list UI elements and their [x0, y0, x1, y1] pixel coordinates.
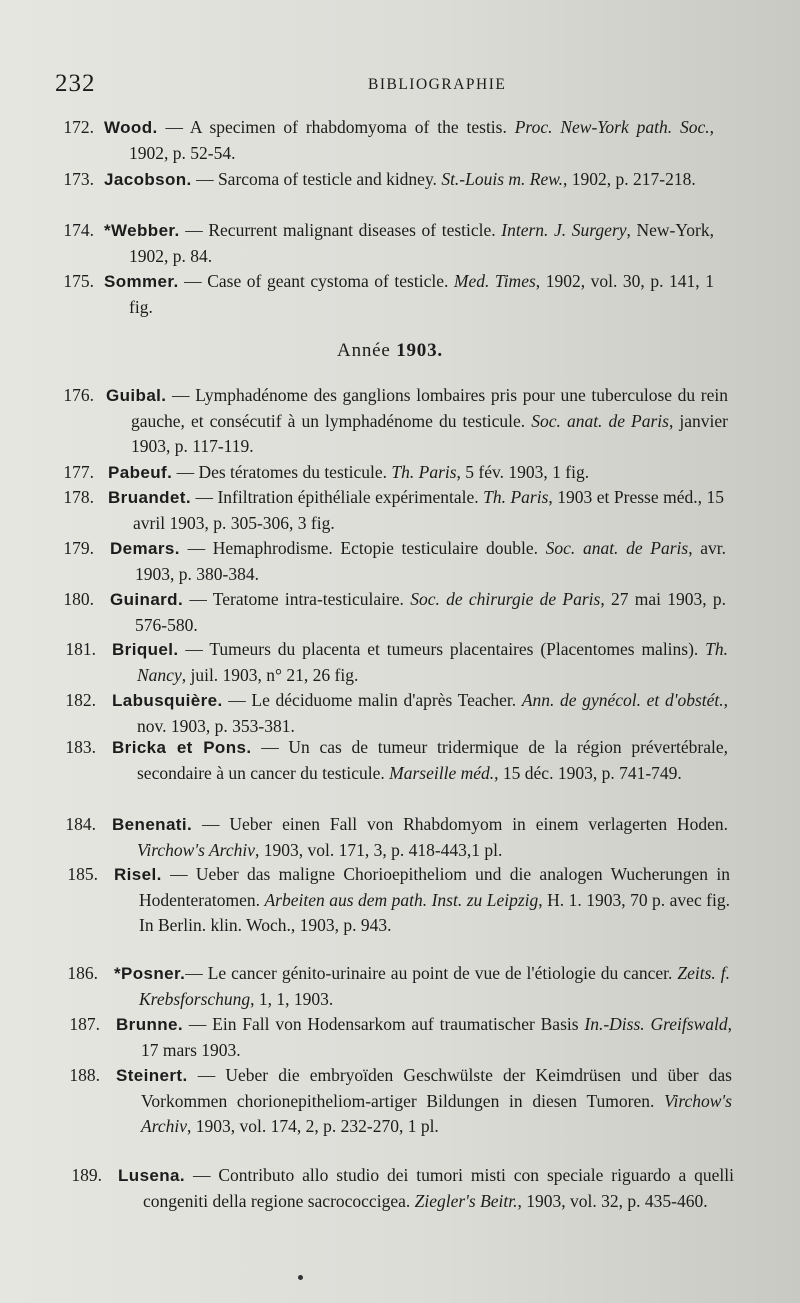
entry-details: , 1902, vol. 30, p. 141, 1 fig. — [129, 271, 714, 317]
entry-author: Sommer. — [104, 272, 179, 291]
entry-details: , 1902, p. 52-54. — [129, 117, 714, 163]
entry-details: , 1903, vol. 171, 3, p. 418-443,1 pl. — [254, 839, 503, 860]
entry-details: , juil. 1903, n° 21, 26 fig. — [181, 664, 359, 685]
entry-author: Wood. — [104, 118, 158, 137]
entry-journal: Th. Paris — [391, 462, 457, 482]
entry-title: — Tumeurs du placenta et tumeurs placentaires (Placentomes malins). — [178, 639, 706, 659]
entry-body — [116, 1063, 732, 1140]
entry-title: — Ueber die embryoïden Geschwülste der Keimdrüsen und über das Vorkommen chorionepitheliom-artiger Bildungen in diesen Tumoren. — [141, 1065, 732, 1111]
entry-author: *Webber. — [104, 221, 180, 240]
entry-title: — Case of geant cystoma of testicle. — [178, 271, 454, 291]
entry-author: Benenati. — [112, 815, 193, 834]
entry-body — [112, 812, 728, 863]
entry-author: Bruandet. — [108, 488, 191, 507]
entry-title: — Ueber einen Fall von Rhabdomyom in einem verlagerten Hoden. — [192, 814, 728, 834]
entry-title: — Recurrent malignant diseases of testicle. — [179, 220, 502, 240]
entry-details: , 15 déc. 1903, p. 741-749. — [494, 762, 682, 783]
entry-details: , janvier 1903, p. 117-119. — [131, 410, 728, 456]
entry-title: — Ein Fall von Hodensarkom auf traumatischer Basis — [183, 1014, 585, 1034]
entry-journal: Soc. anat. de Paris — [545, 538, 689, 558]
entry-number: 183. — [65, 737, 96, 757]
entry-details: , H. 1. 1903, 70 p. avec fig. In Berlin. klin. Woch., 1903, p. 943. — [139, 889, 730, 935]
entry-number: 175. — [63, 271, 94, 291]
entry-details: , 1903 et Presse méd., 15 avril 1903, p. 305-306, 3 fig. — [133, 487, 724, 533]
entry-journal: Soc. de chirurgie de Paris — [410, 589, 601, 609]
page-mark — [298, 1275, 303, 1280]
entry-number: 174. — [63, 220, 94, 240]
section-heading-year-value: 1903. — [396, 340, 443, 361]
entry-journal: Intern. J. Surgery — [501, 220, 627, 240]
entry-author: Pabeuf. — [108, 463, 173, 482]
entry-details: , New-York, 1902, p. 84. — [129, 220, 714, 266]
entry-details: , 1, 1, 1903. — [250, 988, 334, 1009]
entry-author: Lusena. — [118, 1166, 186, 1185]
running-head: BIBLIOGRAPHIE — [368, 76, 507, 93]
section-heading-year — [0, 340, 780, 362]
entry-number: 187. — [69, 1014, 100, 1034]
entry-number: 182. — [65, 690, 96, 710]
entry-journal: Zeits. f. Krebsforschung — [139, 963, 730, 1009]
entry-body — [110, 587, 726, 638]
entry-number: 188. — [69, 1065, 100, 1085]
entry-title: — Le cancer génito-urinaire au point de vue de l'étiologie du cancer. — [185, 963, 678, 983]
entry-author: Demars. — [110, 539, 180, 558]
entry-journal: Virchow's Archiv — [141, 1090, 732, 1136]
entry-details: , 1903, vol. 174, 2, p. 232-270, 1 pl. — [187, 1116, 439, 1136]
entry-body — [116, 1012, 732, 1063]
entry-body — [112, 688, 728, 739]
entry-body — [106, 383, 728, 460]
entry-title: — Infiltration épithéliale expérimentale. — [190, 487, 484, 507]
entry-journal: Ann. de gynécol. et d'obstét. — [521, 690, 724, 710]
entry-journal: Th. Nancy — [137, 639, 728, 685]
entry-author: Jacobson. — [104, 170, 192, 189]
entry-body — [108, 460, 724, 486]
entry-body — [104, 115, 714, 166]
entry-title: — Ueber das maligne Chorioepitheliom und die analogen Wucherungen in Hodenteratomen. — [139, 864, 730, 910]
entry-author: *Posner. — [114, 964, 186, 983]
entry-number: 185. — [67, 864, 98, 884]
entry-author: Steinert. — [116, 1066, 188, 1085]
entry-journal: Ziegler's Beitr. — [414, 1190, 518, 1211]
entry-number: 173. — [63, 169, 94, 189]
entry-details: , 5 fév. 1903, 1 fig. — [456, 462, 590, 482]
entry-number: 179. — [63, 538, 94, 558]
entry-author: Risel. — [114, 865, 162, 884]
entry-body — [114, 961, 730, 1012]
entry-number: 172. — [63, 117, 94, 137]
entry-number: 181. — [65, 639, 96, 659]
entry-number: 176. — [63, 385, 94, 405]
entry-journal: Med. Times — [453, 271, 536, 291]
entry-author: Guibal. — [106, 386, 167, 405]
entry-journal: St.-Louis m. Rew. — [441, 169, 564, 189]
entry-body — [104, 167, 714, 193]
entry-body — [110, 536, 726, 587]
entry-author: Briquel. — [112, 640, 179, 659]
entry-author: Guinard. — [110, 590, 184, 609]
entry-details: , 17 mars 1903. — [141, 1014, 732, 1060]
entry-number: 178. — [63, 487, 94, 507]
entry-journal: Virchow's Archiv — [137, 839, 255, 860]
entry-journal: In.-Diss. Greifswald — [584, 1014, 728, 1034]
entry-body — [108, 485, 724, 536]
entry-number: 184. — [65, 814, 96, 834]
entry-title: — A specimen of rhabdomyoma of the testis. — [157, 117, 515, 137]
entry-journal: Soc. anat. de Paris — [531, 410, 669, 431]
entry-body — [112, 735, 728, 786]
entry-details: , 27 mai 1903, p. 576-580. — [135, 589, 726, 635]
entry-title: — Lymphadénome des ganglions lombaires pris pour une tuberculose du rein gauche, et consécutif à un lymphadénome du testicule. — [131, 385, 728, 431]
entry-details: , avr. 1903, p. 380-384. — [135, 538, 726, 584]
entry-number: 180. — [63, 589, 94, 609]
page-number: 232 — [55, 70, 96, 97]
entry-details: , 1903, vol. 32, p. 435-460. — [517, 1190, 708, 1211]
entry-details: , nov. 1903, p. 353-381. — [137, 690, 728, 736]
entry-author: Bricka et Pons. — [112, 738, 252, 757]
entry-body — [114, 862, 730, 939]
entry-number: 186. — [67, 963, 98, 983]
entry-title: — Teratome intra-testiculaire. — [183, 589, 411, 609]
section-heading-label: Année — [337, 340, 391, 361]
entry-title: — Contributo allo studio dei tumori misti con speciale riguardo a quelli congeniti della regione sacrococcigea. — [143, 1165, 734, 1211]
entry-title: — Des tératomes du testicule. — [172, 462, 392, 482]
entry-title: — Le déciduome malin d'après Teacher. — [222, 690, 522, 710]
entry-journal: Marseille méd. — [389, 762, 495, 783]
entry-body — [104, 218, 714, 269]
entry-author: Labusquière. — [112, 691, 223, 710]
entry-body — [112, 637, 728, 688]
entry-number: 189. — [71, 1165, 102, 1185]
entry-title: — Un cas de tumeur tridermique de la région prévertébrale, secondaire à un cancer du testicule. — [137, 737, 728, 783]
entry-number: 177. — [63, 462, 94, 482]
entry-title: — Hemaphrodisme. Ectopie testiculaire double. — [179, 538, 546, 558]
entry-title: — Sarcoma of testicle and kidney. — [191, 169, 442, 189]
entry-body — [118, 1163, 734, 1214]
entry-journal: Proc. New-York path. Soc. — [514, 117, 710, 137]
entry-journal: Th. Paris — [483, 487, 549, 507]
entry-details: , 1902, p. 217-218. — [563, 169, 696, 189]
page-header — [55, 70, 705, 106]
entry-body — [104, 269, 714, 320]
entry-journal: Arbeiten aus dem path. Inst. zu Leipzig — [264, 889, 539, 910]
entry-author: Brunne. — [116, 1015, 184, 1034]
